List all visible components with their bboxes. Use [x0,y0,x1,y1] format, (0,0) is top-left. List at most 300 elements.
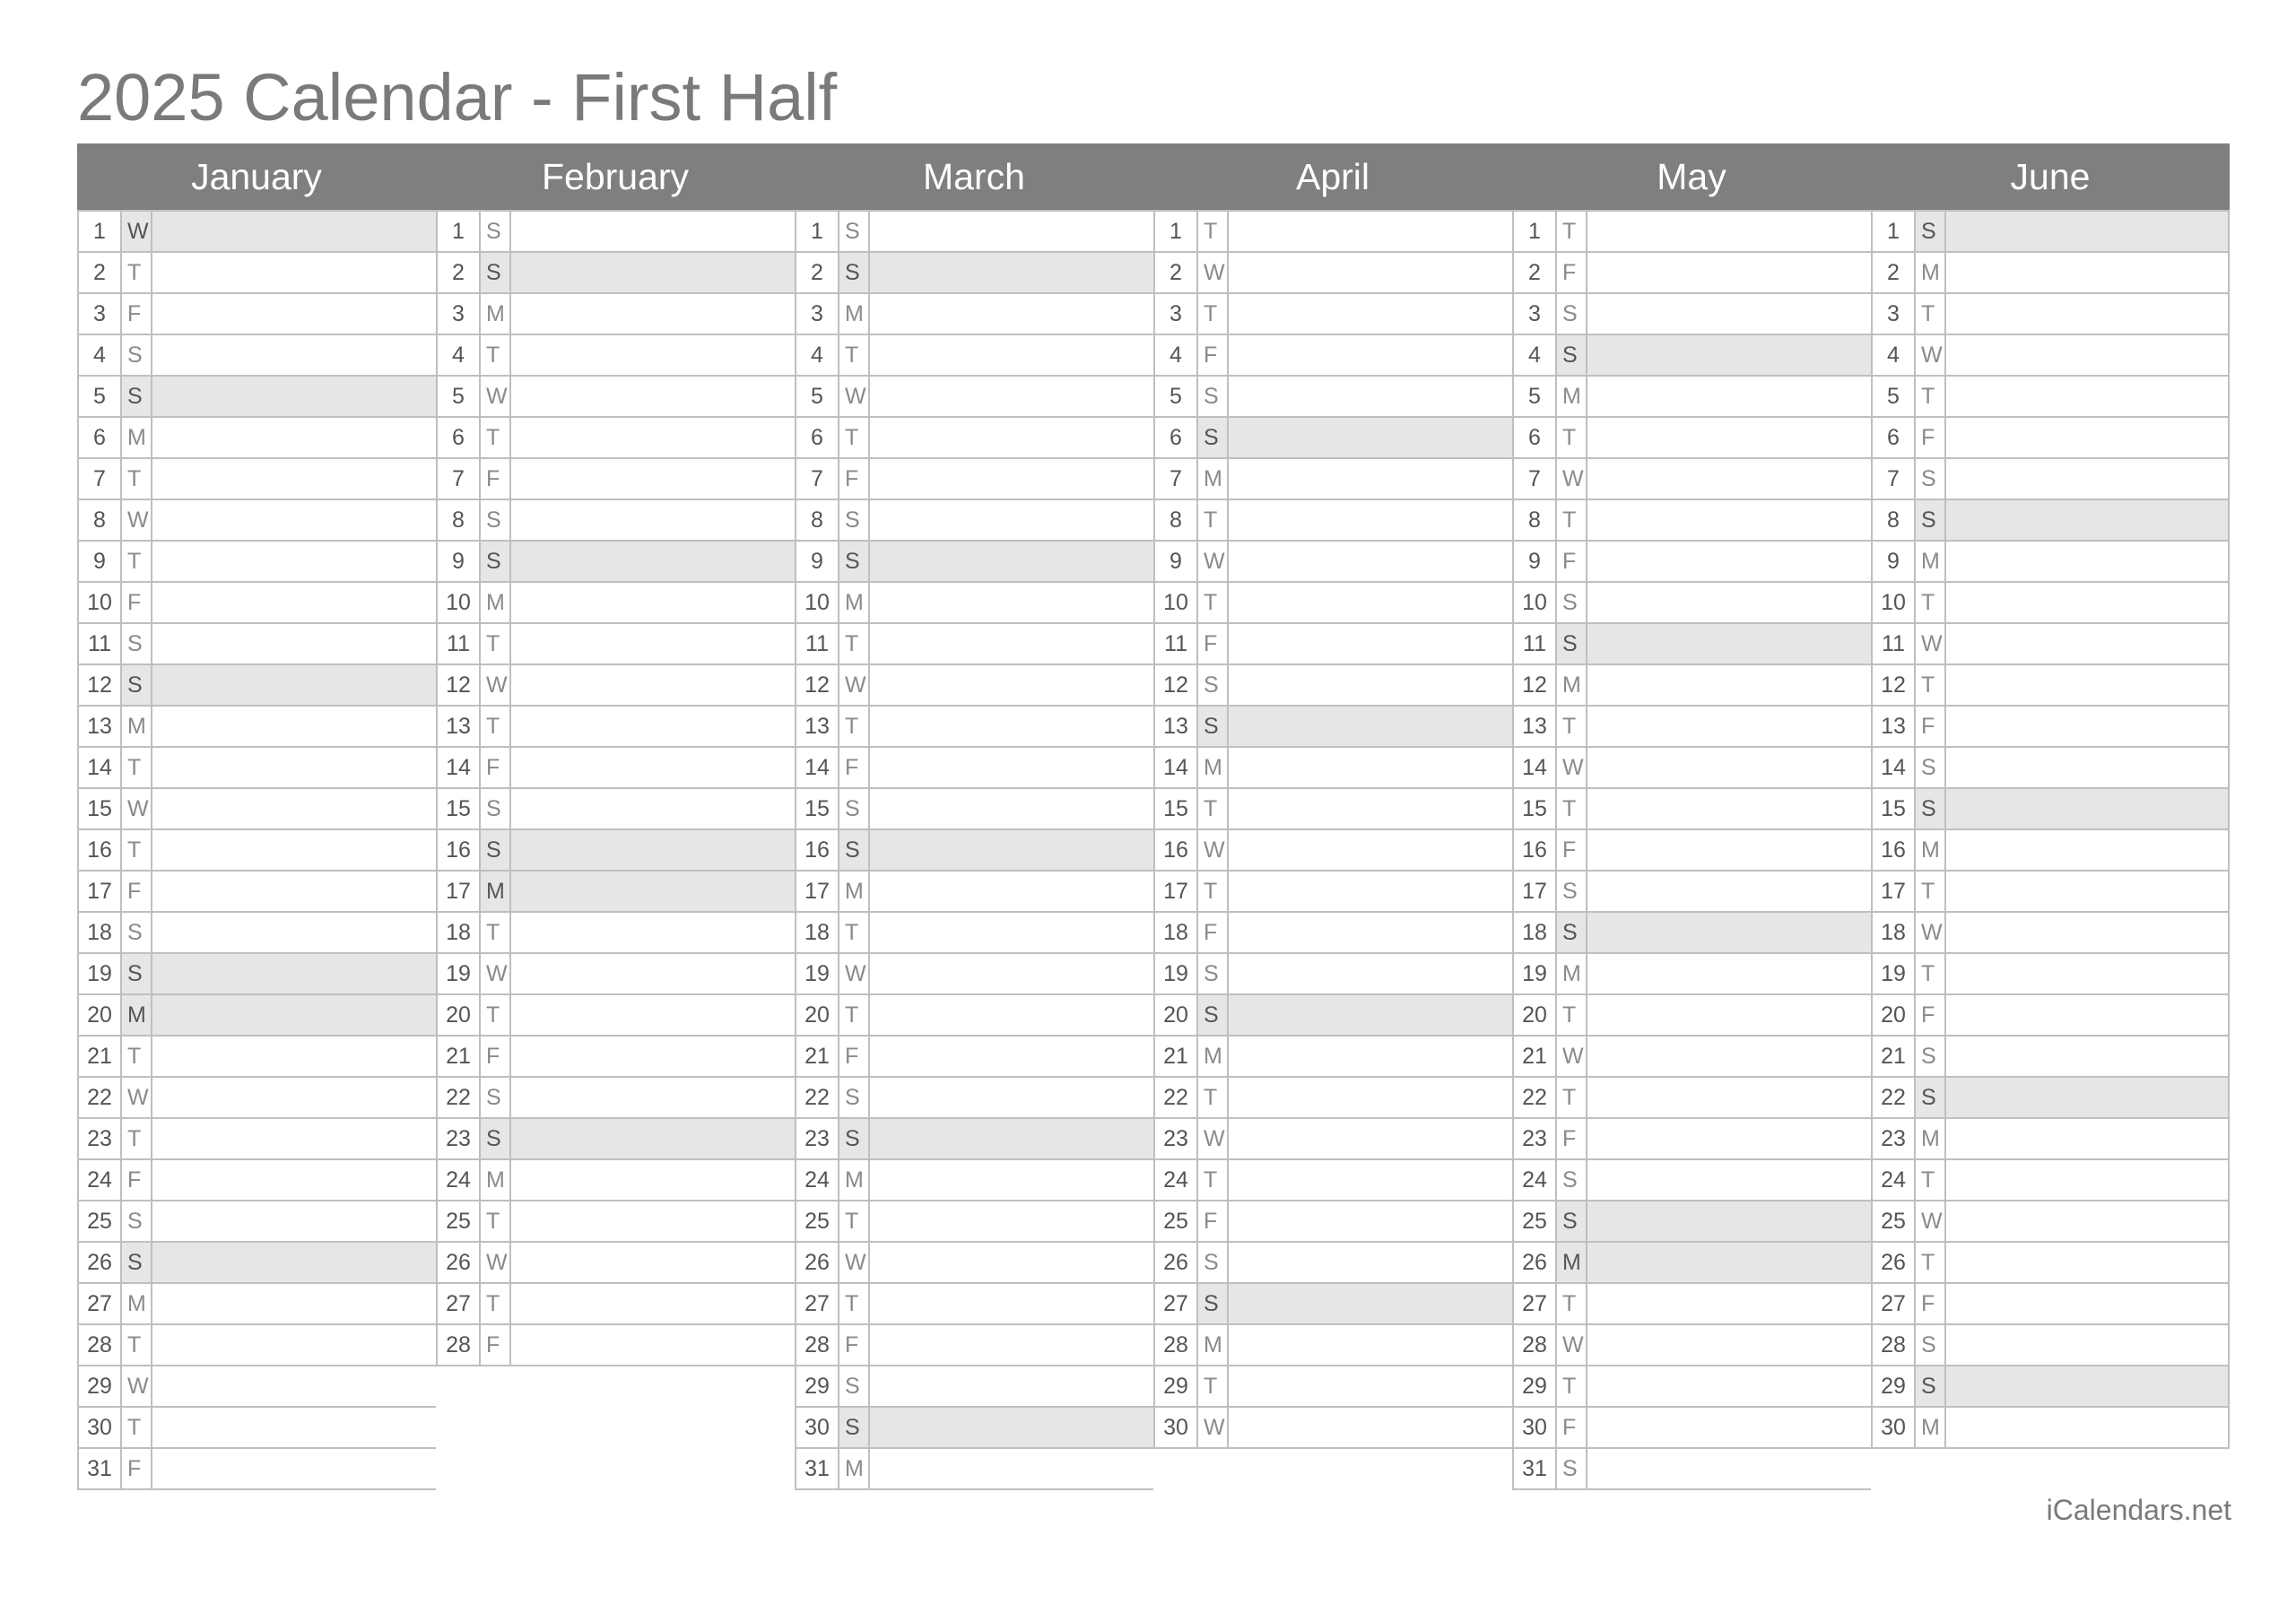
day-row [1873,707,2230,748]
note-cell [870,1037,1153,1076]
day-row [438,583,795,624]
weekday-letter: W [122,1078,152,1117]
day-number: 17 [796,872,839,911]
day-row [79,913,436,954]
day-row [79,1408,436,1449]
day-row-highlighted [79,210,436,253]
note-cell [152,665,436,705]
note-cell [152,1366,436,1406]
day-number: 18 [1873,913,1916,952]
note-cell [1587,748,1871,787]
note-cell [1946,1119,2228,1158]
note-cell [511,1119,795,1158]
day-row-highlighted [1514,335,1871,377]
note-cell [1587,707,1871,746]
day-row [1155,1366,1512,1408]
weekday-letter: S [1916,1037,1946,1076]
weekday-letter: W [1916,624,1946,664]
note-cell [1587,1366,1871,1406]
day-number: 1 [79,212,122,251]
note-cell [152,500,436,540]
day-number: 5 [1873,377,1916,416]
day-row [796,995,1153,1037]
day-row [79,1284,436,1325]
day-number: 25 [1155,1201,1198,1241]
note-cell [1229,542,1512,581]
day-row [438,1160,795,1201]
day-number: 29 [79,1366,122,1406]
day-row [1873,459,2230,500]
day-number: 5 [438,377,481,416]
note-cell [511,954,795,993]
day-number: 26 [1155,1243,1198,1282]
note-cell [870,1243,1153,1282]
day-number: 9 [1155,542,1198,581]
day-row [438,1037,795,1078]
weekday-letter: F [1557,1408,1587,1447]
note-cell [1587,212,1871,251]
day-number: 15 [79,789,122,828]
day-row [1155,459,1512,500]
weekday-letter: S [839,1366,870,1406]
weekday-letter: T [122,1325,152,1365]
weekday-letter: M [839,294,870,334]
day-row [1514,872,1871,913]
weekday-letter: M [122,707,152,746]
note-cell [1946,872,2228,911]
weekday-letter: S [1916,789,1946,828]
note-cell [1587,1201,1871,1241]
note-cell [511,294,795,334]
day-number: 24 [1514,1160,1557,1200]
note-cell [152,377,436,416]
day-row [438,954,795,995]
note-cell [870,1325,1153,1365]
weekday-letter: T [1557,1284,1587,1323]
day-row [1155,500,1512,542]
day-row [1155,913,1512,954]
footer-brand: iCalendars.net [2046,1494,2231,1526]
note-cell [1946,1243,2228,1282]
day-number: 28 [1514,1325,1557,1365]
day-number: 7 [1873,459,1916,499]
day-number: 11 [1155,624,1198,664]
weekday-letter: T [1916,954,1946,993]
weekday-letter: T [122,1119,152,1158]
day-number: 26 [1514,1243,1557,1282]
day-row [1514,418,1871,459]
day-number: 3 [1514,294,1557,334]
day-number: 17 [79,872,122,911]
day-number: 20 [1155,995,1198,1035]
note-cell [152,1243,436,1282]
day-row-highlighted [796,1408,1153,1449]
day-number: 3 [438,294,481,334]
note-cell [1946,1366,2228,1406]
note-cell [1946,212,2228,251]
day-number: 16 [1514,830,1557,870]
weekday-letter: S [1557,294,1587,334]
day-row-highlighted [438,872,795,913]
weekday-letter: T [1198,1078,1229,1117]
weekday-letter: W [1198,1408,1229,1447]
day-number: 15 [1155,789,1198,828]
note-cell [1946,459,2228,499]
day-number: 16 [79,830,122,870]
note-cell [1587,542,1871,581]
day-row [1514,1160,1871,1201]
note-cell [1229,1325,1512,1365]
day-number: 31 [796,1449,839,1488]
note-cell [870,418,1153,457]
note-cell [870,872,1153,911]
weekday-letter: S [1916,1325,1946,1365]
day-number: 25 [79,1201,122,1241]
note-cell [870,1078,1153,1117]
day-row [438,1243,795,1284]
day-row [79,1078,436,1119]
day-number: 16 [796,830,839,870]
day-row [438,913,795,954]
month-january [77,143,436,1490]
weekday-letter: M [122,418,152,457]
note-cell [152,789,436,828]
day-number: 20 [796,995,839,1035]
day-number: 27 [79,1284,122,1323]
weekday-letter: T [839,418,870,457]
day-row [79,583,436,624]
note-cell [152,707,436,746]
weekday-letter: S [839,1119,870,1158]
weekday-letter: S [839,1408,870,1447]
day-row [796,418,1153,459]
weekday-letter: W [122,1366,152,1406]
day-number: 11 [79,624,122,664]
note-cell [1229,212,1512,251]
day-row [1155,294,1512,335]
day-number: 8 [796,500,839,540]
weekday-letter: M [1557,954,1587,993]
weekday-letter: T [122,1408,152,1447]
day-number: 7 [1155,459,1198,499]
day-list [795,210,1153,1490]
weekday-letter: S [481,212,511,251]
day-row [79,253,436,294]
note-cell [1946,542,2228,581]
day-row-highlighted [1155,995,1512,1037]
note-cell [152,1284,436,1323]
day-row [1514,1449,1871,1490]
note-cell [1946,830,2228,870]
weekday-letter: T [1916,583,1946,622]
day-row-highlighted [1514,624,1871,665]
note-cell [1946,995,2228,1035]
day-row [796,377,1153,418]
note-cell [1587,294,1871,334]
day-number: 22 [438,1078,481,1117]
note-cell [511,830,795,870]
day-number: 3 [796,294,839,334]
weekday-letter: T [481,418,511,457]
day-number: 14 [1155,748,1198,787]
day-row-highlighted [796,1119,1153,1160]
weekday-letter: T [1916,665,1946,705]
day-number: 29 [796,1366,839,1406]
day-number: 4 [796,335,839,375]
weekday-letter: T [481,335,511,375]
day-row [79,1160,436,1201]
day-row [79,459,436,500]
month-header: May [1512,143,1871,210]
note-cell [870,1119,1153,1158]
note-cell [1587,913,1871,952]
day-row-highlighted [1873,1078,2230,1119]
note-cell [511,335,795,375]
day-row [438,748,795,789]
note-cell [1229,1160,1512,1200]
day-number: 11 [1873,624,1916,664]
weekday-letter: M [1198,1037,1229,1076]
weekday-letter: M [1916,830,1946,870]
weekday-letter: T [1557,789,1587,828]
note-cell [870,1201,1153,1241]
weekday-letter: T [1557,500,1587,540]
weekday-letter: F [481,459,511,499]
day-number: 29 [1873,1366,1916,1406]
day-row [1873,1119,2230,1160]
note-cell [1229,1119,1512,1158]
weekday-letter: M [1916,1119,1946,1158]
note-cell [152,1408,436,1447]
day-row [1155,1119,1512,1160]
weekday-letter: S [122,913,152,952]
note-cell [1946,1284,2228,1323]
note-cell [152,253,436,292]
day-number: 2 [1514,253,1557,292]
day-number: 2 [79,253,122,292]
day-number: 6 [79,418,122,457]
day-row [1873,1037,2230,1078]
weekday-letter: S [1557,872,1587,911]
month-february [436,143,795,1366]
day-row-highlighted [79,995,436,1037]
day-number: 25 [438,1201,481,1241]
note-cell [511,665,795,705]
day-row [1514,459,1871,500]
weekday-letter: F [1916,995,1946,1035]
day-number: 19 [1155,954,1198,993]
day-row [79,1449,436,1490]
note-cell [1587,1449,1871,1488]
day-number: 30 [796,1408,839,1447]
weekday-letter: T [122,1037,152,1076]
day-row [438,995,795,1037]
day-list [1512,210,1871,1490]
weekday-letter: S [839,789,870,828]
day-row-highlighted [796,253,1153,294]
day-row [796,335,1153,377]
day-row [1873,913,2230,954]
weekday-letter: T [122,830,152,870]
day-number: 18 [1514,913,1557,952]
day-row-highlighted [1514,913,1871,954]
weekday-letter: S [1198,418,1229,457]
weekday-letter: W [1916,913,1946,952]
weekday-letter: T [1557,707,1587,746]
weekday-letter: S [1198,954,1229,993]
note-cell [1946,294,2228,334]
note-cell [511,542,795,581]
note-cell [511,1284,795,1323]
weekday-letter: W [481,377,511,416]
weekday-letter: F [481,748,511,787]
day-number: 8 [1514,500,1557,540]
note-cell [511,377,795,416]
day-number: 10 [1155,583,1198,622]
weekday-letter: T [1198,500,1229,540]
day-number: 25 [1873,1201,1916,1241]
day-list [1871,210,2230,1449]
weekday-letter: T [481,995,511,1035]
month-april [1153,143,1512,1449]
weekday-letter: T [1916,1160,1946,1200]
day-number: 10 [1514,583,1557,622]
day-row [796,583,1153,624]
day-row-highlighted [1873,1366,2230,1408]
day-number: 16 [438,830,481,870]
day-number: 1 [1155,212,1198,251]
weekday-letter: F [1916,418,1946,457]
note-cell [1229,583,1512,622]
day-number: 21 [796,1037,839,1076]
note-cell [1229,830,1512,870]
note-cell [1587,830,1871,870]
weekday-letter: T [839,624,870,664]
weekday-letter: M [481,294,511,334]
day-row [796,1201,1153,1243]
day-row [1155,335,1512,377]
day-row [79,1366,436,1408]
day-number: 17 [1514,872,1557,911]
note-cell [152,1119,436,1158]
day-number: 7 [1514,459,1557,499]
weekday-letter: M [1916,1408,1946,1447]
weekday-letter: M [1198,459,1229,499]
day-row [1155,1408,1512,1449]
day-row [1514,1119,1871,1160]
note-cell [1946,1201,2228,1241]
day-row [796,748,1153,789]
weekday-letter: T [481,1201,511,1241]
month-june [1871,143,2230,1449]
note-cell [152,1325,436,1365]
day-number: 21 [79,1037,122,1076]
day-row [1514,294,1871,335]
weekday-letter: M [1557,1243,1587,1282]
day-row [438,1078,795,1119]
day-row [1873,335,2230,377]
day-number: 2 [796,253,839,292]
day-number: 15 [438,789,481,828]
month-header: February [436,143,795,210]
weekday-letter: S [481,830,511,870]
day-row [438,418,795,459]
day-number: 13 [79,707,122,746]
weekday-letter: S [122,1201,152,1241]
day-number: 9 [1514,542,1557,581]
day-number: 5 [1155,377,1198,416]
note-cell [870,253,1153,292]
day-row [438,335,795,377]
weekday-letter: W [122,500,152,540]
note-cell [152,1037,436,1076]
weekday-letter: T [1198,1366,1229,1406]
day-row-highlighted [79,665,436,707]
day-number: 2 [1873,253,1916,292]
day-number: 21 [1514,1037,1557,1076]
weekday-letter: F [481,1325,511,1365]
note-cell [870,789,1153,828]
weekday-letter: M [839,1160,870,1200]
weekday-letter: S [122,335,152,375]
day-row [796,1078,1153,1119]
day-number: 14 [1873,748,1916,787]
weekday-letter: S [1198,377,1229,416]
note-cell [511,624,795,664]
note-cell [1229,418,1512,457]
weekday-letter: F [1198,1201,1229,1241]
note-cell [1229,459,1512,499]
weekday-letter: S [1557,913,1587,952]
day-row [1514,789,1871,830]
day-row [796,913,1153,954]
day-row [1155,377,1512,418]
weekday-letter: S [481,1119,511,1158]
day-number: 25 [1514,1201,1557,1241]
note-cell [152,872,436,911]
day-row [1873,1284,2230,1325]
day-number: 28 [438,1325,481,1365]
weekday-letter: T [1198,789,1229,828]
day-number: 26 [438,1243,481,1282]
note-cell [152,583,436,622]
day-row [79,500,436,542]
weekday-letter: S [1557,1201,1587,1241]
weekday-letter: F [122,1449,152,1488]
day-list [436,210,795,1366]
day-number: 22 [1155,1078,1198,1117]
weekday-letter: T [481,913,511,952]
note-cell [1229,335,1512,375]
weekday-letter: T [122,542,152,581]
day-row [1514,1037,1871,1078]
day-row [1155,830,1512,872]
day-number: 5 [1514,377,1557,416]
weekday-letter: S [122,1243,152,1282]
day-number: 1 [1873,212,1916,251]
weekday-letter: W [839,377,870,416]
day-number: 22 [1514,1078,1557,1117]
day-number: 12 [796,665,839,705]
day-number: 6 [438,418,481,457]
day-number: 26 [79,1243,122,1282]
day-row [1873,542,2230,583]
day-number: 4 [1873,335,1916,375]
day-number: 13 [1873,707,1916,746]
day-number: 20 [79,995,122,1035]
note-cell [511,459,795,499]
day-number: 30 [1514,1408,1557,1447]
